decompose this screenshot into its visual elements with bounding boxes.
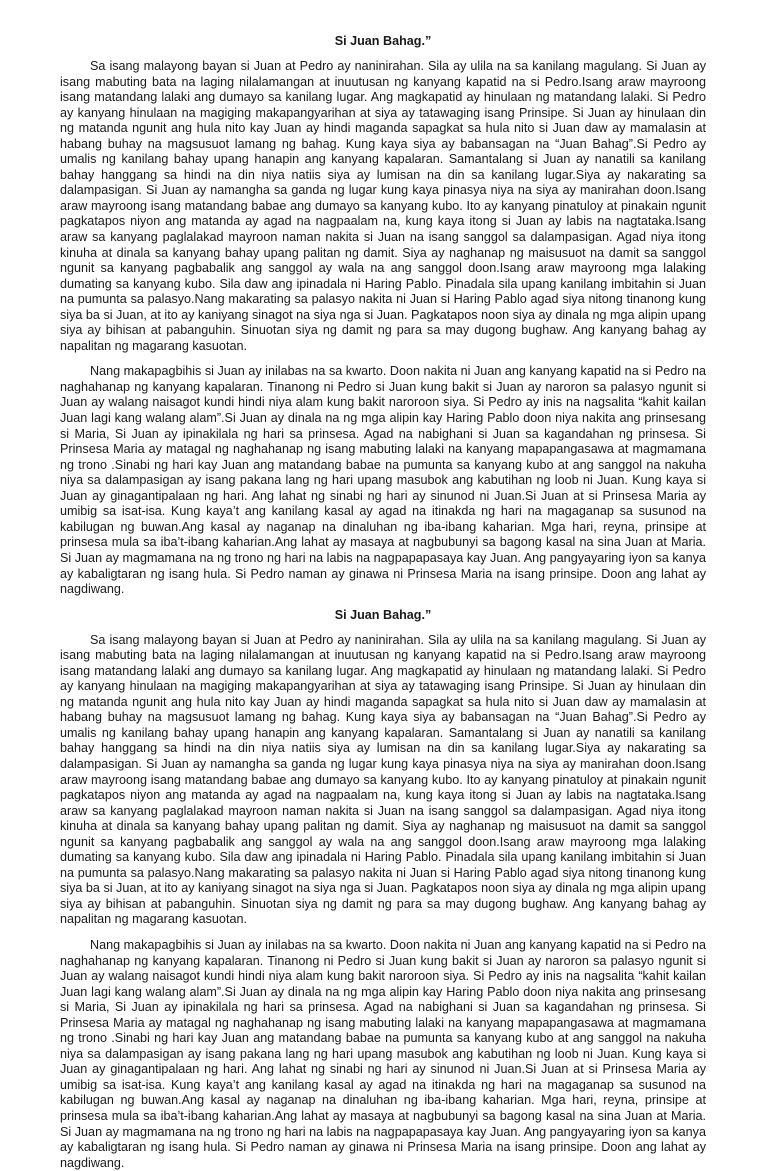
story-paragraph: Sa isang malayong bayan si Juan at Pedro ay naninirahan. Sila ay ulila na sa kanilang magulang. Si Juan ay isang mabuting bata na laging nilalamangan at inuutusan ng kanyang kapatid na si Pedro.Isang araw mayroong isang matandang lalaki ang dumayo sa kanilang lugar. Ang magkapatid ay hinulaan ng matandang lalaki. Si Pedro ay kanyang hinulaan na magiging makapangyarihan at siya ay tatawaging isang Prinsipe. Si Juan ay hinulaan din ng matanda ngunit ang hula nito kay Juan ay hindi maganda sapagkat sa hula nito si Juan daw ay mamalasin at habang buhay na magsusuot lamang ng bahag. Kung kaya siya ay babansagan na “Juan Bahag”.Si Pedro ay umalis ng kanilang bahay upang hanapin ang kanyang kapalaran. Samantalang si Juan ay nanatili sa kanilang bahay hanggang sa hindi na din niya natiis siya ay lumisan na din sa kanilang lugar.Siya ay nakarating sa dalampasigan. Si Juan ay namangha sa ganda ng lugar kung kaya pinasya niya na siya ay manirahan doon.Isang araw mayroong isang matandang babae ang dumayo sa kanyang kubo. Ito ay kanyang pinatuloy at pinakain ngunit pagkatapos niyon ang matanda ay agad na nagpaalam na, kung kaya itong si Juan ay labis na nagtataka.Isang araw sa kanyang paglalakad mayroon naman nakita si Juan na isang sanggol sa dalampasigan. Agad niya itong kinuha at dinala sa kanyang bahay upang palitan ng damit. Siya ay naghanap ng maisusuot na damit sa sanggol ngunit sa kanyang pagbabalik ang sanggol ay wala na ang sanggol doon.Isang araw mayroong mga lalaking dumating sa kanyang kubo. Sila daw ang ipinadala ni Haring Pablo. Pinadala sila upang kanilang imbitahin si Juan na pumunta sa palasyo.Nang makarating sa palasyo nakita ni Juan si Haring Pablo agad siya nitong tinanong kung siya ba si Juan, at ito ay kaniyang sinagot na siya nga si Juan. Pagkatapos noon siya ay dinala ng mga alipin upang siya ay bihisan at pabanguhin. Sinuotan siya ng damit ng para sa may dugong bughaw. Ang kanyang bahag ay napalitan ng magarang kasuotan.: [60, 632, 706, 927]
story-title: Si Juan Bahag.”: [334, 34, 432, 48]
story-section-2: [60, 608, 706, 1171]
story-paragraph: Nang makapagbihis si Juan ay inilabas na sa kwarto. Doon nakita ni Juan ang kanyang kapatid na si Pedro na naghahanap ng kanyang kapalaran. Tinanong ni Pedro si Juan kung bakit si Juan ay naroron sa palasyo ngunit si Juan ay walang naisagot kundi hindi niya alam kung bakit naroroon siya. Si Pedro ay inis na nagsalita “kahit kailan Juan lagi kang walang alam”.Si Juan ay dinala na ng mga alipin kay Haring Pablo doon niya nakita ang prinsesang si Maria, Si Juan ay ipinakilala ng hari sa prinsesa. Agad na nabighani si Juan sa kagandahan ng prinsesa. Si Prinsesa Maria ay matagal ng naghahanap ng isang mabuting lalaki na kanyang mapapangasawa at magmamana ng trono .Sinabi ng hari kay Juan ang matandang babae na pumunta sa kanyang kubo at ang sanggol na nakuha niya sa dalampasigan ay isang pakana lang ng hari upang masubok ang kabutihan ng loob ni Juan. Kung kaya si Juan ay ginagantipalaan ng hari. Ang lahat ng sinabi ng hari ay sinunod ni Juan.Si Juan at si Prinsesa Maria ay umibig sa isat-isa. Kung kaya’t ang kanilang kasal ay agad na itinakda ng hari na magaganap sa susunod na kabilugan ng buwan.Ang kasal ay naganap na dinaluhan ng iba-ibang kaharian. Mga hari, reyna, prinsipe at prinsesa mula sa iba’t-ibang kaharian.Ang lahat ay masaya at nagbubunyi sa bagong kasal na sina Juan at Maria. Si Juan ay magmamana na ng trono ng hari na labis na nagpapapasaya kay Juan. Ang pangyayaring iyon sa kanya ay kabaligtaran ng isang hula. Si Pedro naman ay ginawa ni Prinsesa Maria na isang prinsipe. Doon ang lahat ay nagdiwang.: [60, 364, 706, 597]
story-title: Si Juan Bahag.”: [334, 607, 432, 622]
story-paragraph: Sa isang malayong bayan si Juan at Pedro ay naninirahan. Sila ay ulila na sa kanilang magulang. Si Juan ay isang mabuting bata na laging nilalamangan at inuutusan ng kanyang kapatid na si Pedro.Isang araw mayroong isang matandang lalaki ang dumayo sa kanilang lugar. Ang magkapatid ay hinulaan ng matandang lalaki. Si Pedro ay kanyang hinulaan na magiging makapangyarihan at siya ay tatawaging isang Prinsipe. Si Juan ay hinulaan din ng matanda ngunit ang hula nito kay Juan ay hindi maganda sapagkat sa hula nito si Juan daw ay mamalasin at habang buhay na magsusuot lamang ng bahag. Kung kaya siya ay babansagan na “Juan Bahag”.Si Pedro ay umalis ng kanilang bahay upang hanapin ang kanyang kapalaran. Samantalang si Juan ay nanatili sa kanilang bahay hanggang sa hindi na din niya natiis siya ay lumisan na din sa kanilang lugar.Siya ay nakarating sa dalampasigan. Si Juan ay namangha sa ganda ng lugar kung kaya pinasya niya na siya ay manirahan doon.Isang araw mayroong isang matandang babae ang dumayo sa kanyang kubo. Ito ay kanyang pinatuloy at pinakain ngunit pagkatapos niyon ang matanda ay agad na nagpaalam na, kung kaya itong si Juan ay labis na nagtataka.Isang araw sa kanyang paglalakad mayroon naman nakita si Juan na isang sanggol sa dalampasigan. Agad niya itong kinuha at dinala sa kanyang bahay upang palitan ng damit. Siya ay naghanap ng maisusuot na damit sa sanggol ngunit sa kanyang pagbabalik ang sanggol ay wala na ang sanggol doon.Isang araw mayroong mga lalaking dumating sa kanyang kubo. Sila daw ang ipinadala ni Haring Pablo. Pinadala sila upang kanilang imbitahin si Juan na pumunta sa palasyo.Nang makarating sa palasyo nakita ni Juan si Haring Pablo agad siya nitong tinanong kung siya ba si Juan, at ito ay kaniyang sinagot na siya nga si Juan. Pagkatapos noon siya ay dinala ng mga alipin upang siya ay bihisan at pabanguhin. Sinuotan siya ng damit ng para sa may dugong bughaw. Ang kanyang bahag ay napalitan ng magarang kasuotan.: [60, 59, 706, 353]
story-section-1: [60, 34, 706, 598]
story-paragraph: Nang makapagbihis si Juan ay inilabas na sa kwarto. Doon nakita ni Juan ang kanyang kapatid na si Pedro na naghahanap ng kanyang kapalaran. Tinanong ni Pedro si Juan kung bakit si Juan ay naroron sa palasyo ngunit si Juan ay walang naisagot kundi hindi niya alam kung bakit naroroon siya. Si Pedro ay inis na nagsalita “kahit kailan Juan lagi kang walang alam”.Si Juan ay dinala na ng mga alipin kay Haring Pablo doon niya nakita ang prinsesang si Maria, Si Juan ay ipinakilala ng hari sa prinsesa. Agad na nabighani si Juan sa kagandahan ng prinsesa. Si Prinsesa Maria ay matagal ng naghahanap ng isang mabuting lalaki na kanyang mapapangasawa at magmamana ng trono .Sinabi ng hari kay Juan ang matandang babae na pumunta sa kanyang kubo at ang sanggol na nakuha niya sa dalampasigan ay isang pakana lang ng hari upang masubok ang kabutihan ng loob ni Juan. Kung kaya si Juan ay ginagantipalaan ng hari. Ang lahat ng sinabi ng hari ay sinunod ni Juan.Si Juan at si Prinsesa Maria ay umibig sa isat-isa. Kung kaya’t ang kanilang kasal ay agad na itinakda ng hari na magaganap sa susunod na kabilugan ng buwan.Ang kasal ay naganap na dinaluhan ng iba-ibang kaharian. Mga hari, reyna, prinsipe at prinsesa mula sa iba’t-ibang kaharian.Ang lahat ay masaya at nagbubunyi sa bagong kasal na sina Juan at Maria. Si Juan ay magmamana na ng trono ng hari na labis na nagpapapasaya kay Juan. Ang pangyayaring iyon sa kanya ay kabaligtaran ng isang hula. Si Pedro naman ay ginawa ni Prinsesa Maria na isang prinsipe. Doon ang lahat ay nagdiwang.: [60, 937, 706, 1170]
